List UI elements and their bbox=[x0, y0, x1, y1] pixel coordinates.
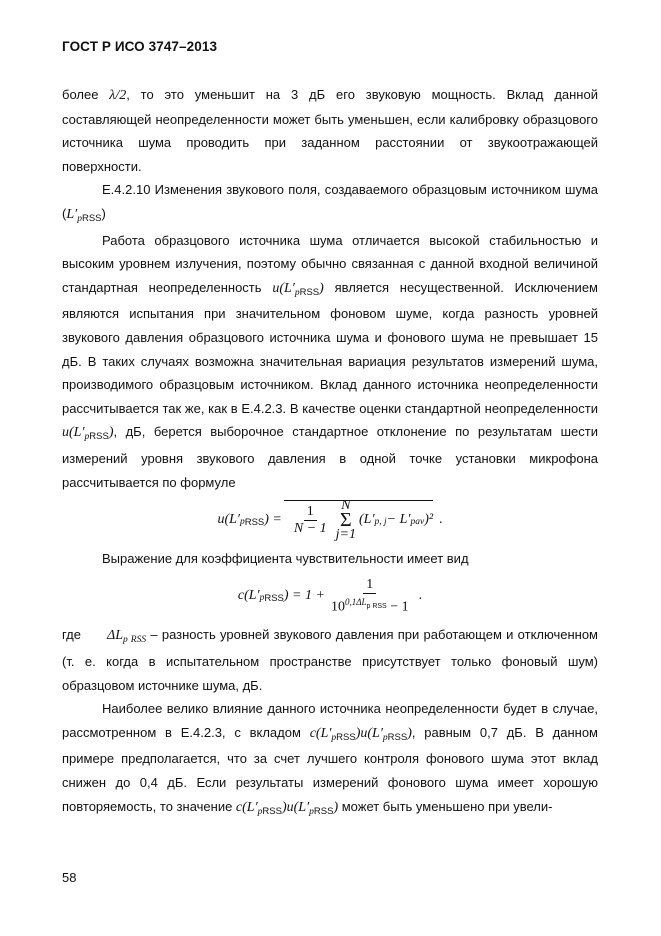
formula-end: . bbox=[418, 588, 423, 604]
text-span: Наиболее велико влияние данного источника неопределенности будет в случае, рассмотренном в Е.4.2.3, с вкладом bbox=[62, 701, 598, 740]
math-symbol: u(L′ bbox=[272, 280, 295, 296]
sum-lower: j=1 bbox=[335, 527, 357, 543]
math-symbol: ) bbox=[333, 799, 339, 815]
math-symbol: )u(L′ bbox=[281, 799, 310, 815]
math-symbol: )u(L′ bbox=[355, 725, 383, 741]
text-span: , равным 0,7 дБ. В данном примере предполагается, что за счет лучшего контроля фонового шума этот вклад снижен до 0,4 дБ. Если результаты измерений фонового шума имеет хорошую повторяемость, то значение bbox=[62, 724, 598, 814]
text-span: более bbox=[62, 87, 110, 102]
math-symbol: ) bbox=[108, 425, 114, 441]
math-symbol: − L′ bbox=[386, 512, 411, 528]
text-span: является несущественной. Исключением являются испытания при значительном фоновом шуме, когда разность уровней звукового давления образцового источника шума и фонового шума не превышает 15 дБ. В таких случаях возможна значительная вариация результатов измерений шума, производимого образцовым источником. Вклад данного источника неопределенности рассчитывается так же, как в Е.4.2.3. В качестве оценки стандартной неопределенности bbox=[62, 279, 598, 416]
den-tail: − 1 bbox=[386, 599, 409, 615]
math-sub: pav bbox=[410, 517, 425, 528]
math-symbol: c(L′ bbox=[235, 799, 258, 815]
math-sub: p bbox=[309, 806, 314, 817]
formula-lhs: u(L′ bbox=[217, 511, 240, 527]
math-sub: p bbox=[84, 432, 90, 443]
fraction-denominator: N − 1 bbox=[293, 520, 327, 536]
paragraph-1 bbox=[62, 83, 598, 178]
math-sub: RSS bbox=[262, 805, 282, 817]
math-sub: RSS bbox=[313, 805, 334, 817]
math-symbol: ΔL bbox=[106, 628, 123, 644]
math-sub: RSS bbox=[336, 731, 356, 743]
page-number: 58 bbox=[62, 870, 77, 885]
text-span: ) bbox=[101, 205, 106, 221]
math-sub: RSS bbox=[81, 212, 102, 224]
formula-equals: ) = 1 + bbox=[283, 588, 325, 604]
math-sub: p bbox=[294, 287, 300, 298]
math-symbol: ) bbox=[319, 280, 324, 296]
exp-text: 0,1ΔL bbox=[344, 596, 367, 607]
text-span: , дБ, берется выборочное стандартное отклонение по результатам шести измерений уровня звукового давления в одной точке установки микрофона рассчитывается по формуле bbox=[62, 424, 598, 490]
fraction bbox=[328, 577, 412, 616]
page-header: ГОСТ Р ИСО 3747–2013 bbox=[62, 39, 218, 54]
math-sub: p bbox=[259, 593, 265, 604]
where-paragraph bbox=[62, 623, 598, 697]
math-sub: p RSS bbox=[123, 635, 147, 646]
math-sub: RSS bbox=[299, 286, 320, 298]
sqrt-symbol bbox=[284, 498, 434, 543]
where-text: – разность уровней звукового давления при работающем и отключенном (т. е. когда в испытательном пространстве присутствует только фоновый шум) образцовом источнике шума, дБ. bbox=[62, 627, 598, 693]
lambda-math: λ/2 bbox=[109, 88, 127, 103]
where-label: где bbox=[62, 627, 81, 643]
fraction-numerator: 1 bbox=[304, 504, 317, 521]
exp-sub: p RSS bbox=[366, 602, 387, 610]
formula-end: . bbox=[439, 511, 443, 527]
math-sub: RSS bbox=[387, 731, 408, 743]
sum-symbol bbox=[335, 498, 357, 543]
fraction-numerator: 1 bbox=[363, 577, 376, 594]
math-sub: p bbox=[382, 732, 388, 743]
math-sub: p, j bbox=[374, 517, 387, 528]
math-sub: RSS bbox=[244, 516, 265, 528]
math-symbol: L′ bbox=[66, 206, 78, 222]
section-title: Е.4.2.10 Изменения звукового поля, создаваемого образцовым источником шума ( bbox=[62, 182, 598, 221]
paragraph-2 bbox=[62, 229, 598, 495]
text-span: Работа образцового источника шума отличается высокой стабильностью и высоким уровнем излучения, поэтому обычно связанная с данной входной величиной стандартная неопределенность bbox=[62, 232, 598, 295]
math-sub: p bbox=[331, 732, 337, 743]
formula-equals: ) = bbox=[264, 511, 282, 527]
sigma-icon: Σ bbox=[340, 509, 352, 532]
paragraph-4 bbox=[62, 697, 598, 821]
fraction-denominator bbox=[328, 594, 412, 616]
den-base: 10 bbox=[330, 599, 345, 615]
section-heading bbox=[62, 178, 598, 228]
sum-upper: N bbox=[341, 498, 351, 514]
formula-sensitivity bbox=[62, 577, 598, 616]
math-symbol: (L′ bbox=[359, 512, 375, 528]
math-symbol: c(L′ bbox=[309, 725, 332, 741]
math-symbol: u(L′ bbox=[62, 425, 85, 441]
fraction bbox=[291, 504, 330, 537]
math-symbol: ) bbox=[407, 725, 412, 741]
math-sub: p bbox=[239, 516, 245, 527]
math-sub: p bbox=[257, 806, 263, 817]
math-sub: RSS bbox=[264, 593, 284, 605]
main-text bbox=[62, 83, 598, 821]
math-sub: p bbox=[77, 213, 82, 224]
den-exponent bbox=[344, 596, 387, 610]
formula-lhs: c(L′ bbox=[237, 588, 260, 604]
formula-std-uncertainty bbox=[62, 498, 598, 543]
paragraph-3: Выражение для коэффициента чувствительности имеет вид bbox=[102, 551, 469, 567]
text-span: , то это уменьшит на 3 дБ его звуковую мощность. Вклад данной составляющей неопределенности может быть уменьшен, если калибровку образцового источника шума проводить при заданном расстоянии от звукоотражающей поверхности. bbox=[62, 87, 598, 174]
math-sub: RSS bbox=[89, 431, 109, 443]
math-symbol: )² bbox=[424, 512, 434, 528]
text-span: может быть уменьшено при увели- bbox=[338, 798, 553, 814]
